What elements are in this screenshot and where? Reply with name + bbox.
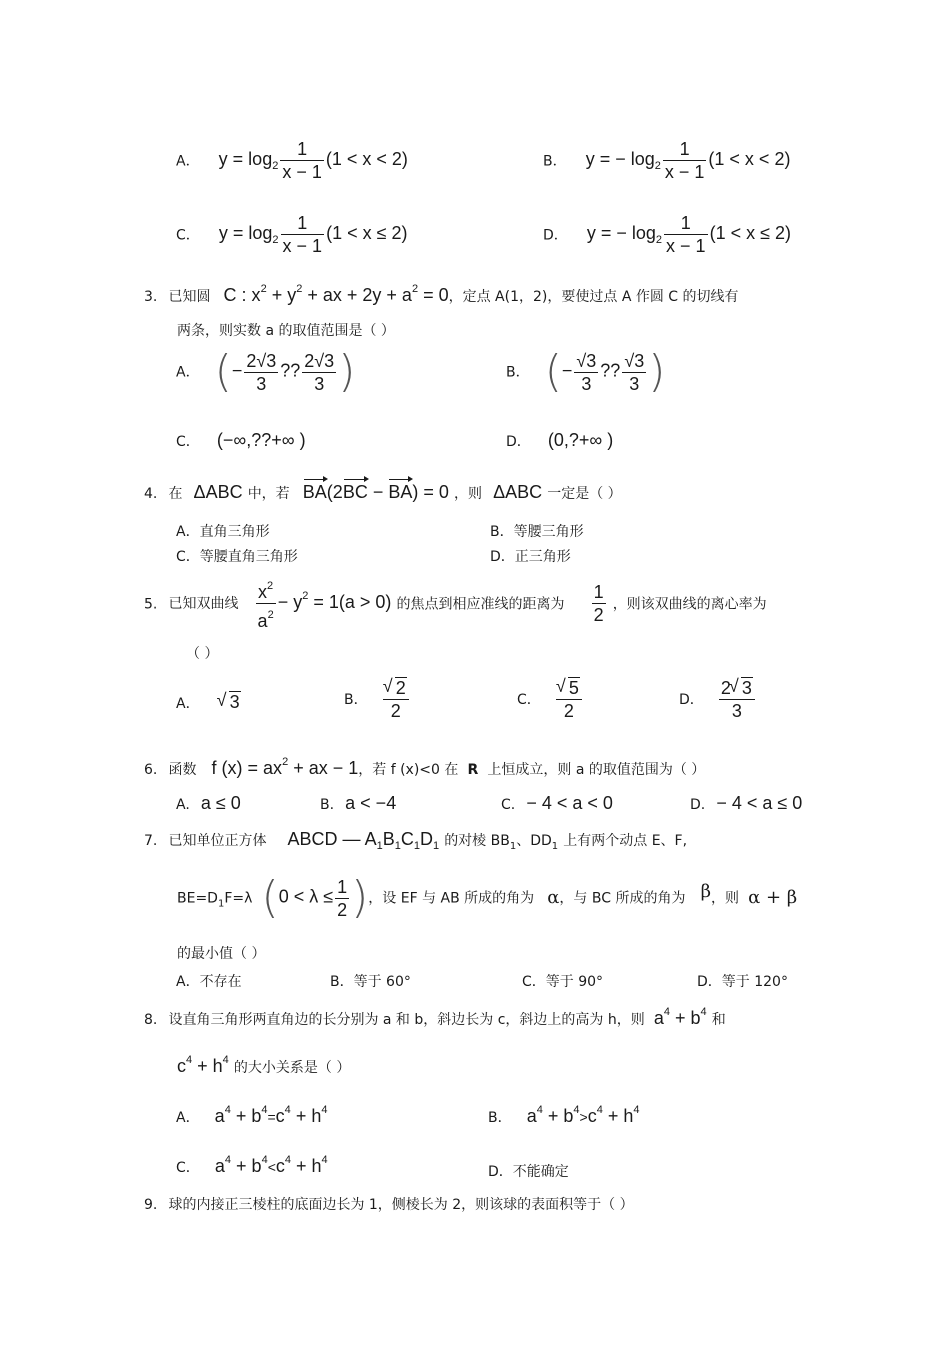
q4-option-c: C．等腰直角三角形 <box>176 549 298 565</box>
log-base: 2 <box>272 234 279 247</box>
radicand: 5 <box>568 678 579 698</box>
option-label: D. <box>690 797 706 813</box>
q2-option-a <box>176 139 408 182</box>
q5-option-b <box>344 678 411 721</box>
radicand: 3 <box>229 692 240 712</box>
option-label: C． <box>176 1160 200 1176</box>
coefficient: 2 <box>720 678 731 698</box>
option-label: B． <box>488 1110 512 1126</box>
stem-text: 和 <box>711 1012 726 1028</box>
subscript: 1 <box>432 840 440 852</box>
circle-equation <box>224 285 449 305</box>
option-label: B． <box>543 153 567 170</box>
numerator <box>719 678 755 700</box>
var-b: + b <box>235 1106 262 1126</box>
vector-ba: BA <box>302 482 327 502</box>
log-base: 2 <box>654 160 661 173</box>
stem-text: ，则 <box>710 890 739 907</box>
exponent: 4 <box>284 1104 291 1116</box>
q6-option-c <box>501 793 613 814</box>
eq-part: + y <box>271 285 297 305</box>
cube-part: ABCD — A <box>287 829 377 849</box>
stem-text: ，则该双曲线的离心率为 <box>612 596 767 613</box>
var-h: + h <box>607 1106 634 1126</box>
var-b: + b <box>547 1106 574 1126</box>
real-set: R <box>467 762 479 778</box>
q3-option-c <box>176 430 306 451</box>
q7-option-a: A．不存在 <box>176 974 242 990</box>
left-paren: ( <box>544 346 562 397</box>
option-label: B. <box>320 797 335 813</box>
denominator: 2 <box>337 899 348 920</box>
log-base: 2 <box>655 234 663 247</box>
var-a: a <box>257 611 268 631</box>
q2-option-b <box>543 139 790 182</box>
denominator <box>256 604 276 631</box>
exponent: 4 <box>700 1006 707 1018</box>
inequality: − 4 < a < 0 <box>526 793 613 813</box>
exponent: 4 <box>663 1006 670 1018</box>
denominator: x − 1 <box>666 236 706 256</box>
q7-stem-line1 <box>144 829 687 852</box>
q7-stem-line2 <box>177 872 798 923</box>
q7-option-c: C．等于 90° <box>522 974 604 990</box>
vector-ba: BA <box>388 482 413 502</box>
exponent: 2 <box>282 756 289 768</box>
power-sum <box>177 1056 229 1076</box>
stem-text: 在 <box>168 486 183 502</box>
denominator: 2 <box>390 701 401 721</box>
relation <box>215 1156 328 1176</box>
stem-text: 、DD <box>516 833 552 849</box>
q6-option-a <box>176 793 241 814</box>
var-b: + b <box>236 1156 262 1176</box>
numerator <box>556 678 582 700</box>
stem-text: 的对棱 BB <box>444 833 510 849</box>
relation <box>215 1106 328 1126</box>
exponent: 2 <box>302 590 309 603</box>
power-sum <box>654 1008 707 1028</box>
stem-text: 已知单位正方体 <box>168 833 267 849</box>
vector-equation <box>303 482 449 502</box>
subscript: 1 <box>394 840 401 852</box>
garbled-separator: ?? <box>600 360 621 381</box>
fraction <box>663 139 707 182</box>
stem-text: 上恒成立，则 a 的取值范围为（ ） <box>487 762 706 778</box>
exponent: 4 <box>321 1154 328 1166</box>
q2-option-c <box>176 213 407 256</box>
denominator: 3 <box>629 373 640 394</box>
var-a: a <box>214 1106 225 1126</box>
option-label: A. <box>176 797 190 813</box>
fraction <box>592 582 606 625</box>
denominator: x − 1 <box>282 236 323 256</box>
stem-text: ，则 <box>453 486 482 502</box>
q4-option-d: D．正三角形 <box>490 549 571 565</box>
exponent: 4 <box>321 1104 328 1116</box>
numerator: 1 <box>664 213 708 235</box>
hyperbola-equation <box>254 580 392 631</box>
exponent: 4 <box>261 1154 268 1166</box>
exponent: 4 <box>596 1104 603 1116</box>
fraction <box>719 678 755 721</box>
math-expression <box>218 213 408 256</box>
exponent: 4 <box>633 1104 640 1116</box>
q9-stem <box>144 1194 634 1214</box>
numerator: 2√3 <box>246 350 277 371</box>
numerator: 1 <box>280 139 324 161</box>
minus-sign: − <box>231 360 243 381</box>
option-label: B． <box>506 364 530 381</box>
stem-text: 一定是（ ） <box>547 486 622 502</box>
numerator <box>256 576 276 604</box>
exponent: 4 <box>224 1154 232 1166</box>
sqrt-expression <box>731 678 753 698</box>
stem-text: 已知圆 <box>168 289 211 305</box>
radicand: 2 <box>395 678 406 698</box>
triangle-name: ΔABC <box>193 482 243 502</box>
eq-part: − y <box>277 592 303 613</box>
fraction <box>622 351 646 394</box>
q4-option-a: A．直角三角形 <box>176 524 270 540</box>
var-c: c <box>177 1056 186 1076</box>
q5-answer-paren: （ ） <box>186 646 219 662</box>
expr-part: f (x) = ax <box>211 758 283 778</box>
var-c: c <box>587 1106 597 1126</box>
stem-text: 球的内接正三棱柱的底面边长为 1，侧棱长为 2，则该球的表面积等于（ ） <box>168 1197 634 1213</box>
option-label: C. <box>501 797 516 813</box>
option-label: A． <box>176 1110 200 1126</box>
exponent: 4 <box>573 1104 580 1116</box>
q5-option-c <box>517 678 584 721</box>
option-label: B． <box>344 692 368 708</box>
expr-prefix: y = log <box>218 223 273 244</box>
var-c: c <box>275 1106 285 1126</box>
option-label: C． <box>517 692 541 708</box>
denominator: x − 1 <box>282 162 322 182</box>
sqrt-expression <box>558 678 580 698</box>
stem-text: ，与 BC 所成的角为 <box>559 890 686 907</box>
exponent: 4 <box>536 1104 543 1116</box>
var-x: x <box>258 582 268 602</box>
log-base: 2 <box>272 160 279 173</box>
expr-prefix: y = − log <box>586 223 656 244</box>
stem-text: 的大小关系是（ ） <box>233 1060 351 1076</box>
var-a: a <box>526 1106 537 1126</box>
numerator: 2√3 <box>304 350 335 371</box>
function-expression <box>212 758 359 778</box>
vector-bc: BC <box>342 482 368 502</box>
beta-symbol: β <box>700 880 711 902</box>
cube-part: D <box>419 829 433 849</box>
exponent: 4 <box>222 1054 229 1066</box>
denominator: 3 <box>581 373 592 394</box>
math-expression <box>586 213 791 256</box>
cube-part: B <box>382 829 395 849</box>
fraction <box>574 351 598 394</box>
stem-text: ，若 f (x)<0 在 <box>358 762 459 778</box>
stem-text: ，设 EF 与 AB 所成的角为 <box>368 890 535 907</box>
option-label: A． <box>176 153 200 170</box>
question-number: 7. <box>144 833 158 849</box>
fraction <box>281 213 325 256</box>
denominator: x − 1 <box>664 162 705 182</box>
q6-stem <box>144 756 705 779</box>
var-b: + b <box>675 1008 701 1028</box>
q7-stem-line3: 的最小值（ ） <box>177 946 266 962</box>
cube-part: C <box>400 829 414 849</box>
exponent: 2 <box>267 580 274 592</box>
fraction <box>664 213 708 256</box>
stem-text: 设直角三角形两直角边的长分别为 a 和 b，斜边长为 c，斜边上的高为 h，则 <box>168 1012 645 1028</box>
question-number: 8. <box>144 1012 158 1028</box>
var-h: + h <box>197 1056 223 1076</box>
exponent: 4 <box>224 1104 231 1116</box>
interval: (0,?+∞ ) <box>547 430 614 450</box>
inequality: − 4 < a ≤ 0 <box>716 793 803 813</box>
numerator: 1 <box>593 582 604 603</box>
exponent: 2 <box>267 609 274 621</box>
domain: (1 < x ≤ 2) <box>709 223 791 244</box>
subscript: 1 <box>551 841 559 852</box>
q6-option-d <box>690 793 802 814</box>
denominator: 3 <box>256 373 267 394</box>
right-paren: ) <box>338 346 356 397</box>
cube-name <box>287 829 440 852</box>
radicand: 3 <box>741 678 752 698</box>
angle-sum: α + β <box>748 886 798 908</box>
question-number: 6. <box>144 762 158 778</box>
q3-option-a <box>176 346 356 397</box>
q5-stem <box>144 576 767 631</box>
q2-option-d <box>543 213 791 256</box>
math-expression <box>585 139 791 182</box>
q7-option-d: D．等于 120° <box>697 974 788 990</box>
fraction <box>244 351 278 394</box>
eq-part: (2 <box>326 482 343 502</box>
stem-text: 函数 <box>168 762 197 778</box>
stem-text: F=λ <box>224 890 253 907</box>
exponent: 2 <box>411 283 419 295</box>
question-number: 5. <box>144 596 158 613</box>
domain: (1 < x < 2) <box>325 149 408 170</box>
exponent: 2 <box>296 283 303 295</box>
q5-option-d <box>679 678 757 721</box>
relation-sign: > <box>579 1109 588 1125</box>
exponent: 4 <box>261 1104 268 1116</box>
q3-stem-line2: 两条，则实数 a 的取值范围是（ ） <box>177 323 395 339</box>
domain: (1 < x ≤ 2) <box>326 223 408 244</box>
q4-option-b: B．等腰三角形 <box>490 524 584 540</box>
q3-option-d <box>506 430 613 451</box>
question-number: 4. <box>144 486 158 502</box>
numerator: √3 <box>624 350 645 371</box>
subscript: 1 <box>413 840 420 852</box>
expr-part: + ax − 1 <box>293 758 359 778</box>
option-label: A． <box>176 364 200 381</box>
stem-text: 的焦点到相应准线的距离为 <box>396 596 565 613</box>
expr-prefix: y = − log <box>585 149 655 170</box>
stem-text: 已知双曲线 <box>168 596 239 613</box>
stem-text: ，定点 A(1，2)，要使过点 A 作圆 C 的切线有 <box>448 289 739 305</box>
q8-stem-line1 <box>144 1006 726 1029</box>
inequality: a < −4 <box>345 793 397 813</box>
subscript: 1 <box>217 898 225 910</box>
right-paren: ) <box>351 872 369 923</box>
numerator: 1 <box>337 876 348 897</box>
eq-part: + ax + 2y + a <box>307 285 412 305</box>
numerator <box>383 678 409 700</box>
condition: 0 < λ ≤ <box>278 886 334 907</box>
q8-option-d: D．不能确定 <box>488 1164 569 1180</box>
option-label: A． <box>176 696 200 712</box>
fraction <box>335 877 349 920</box>
garbled-separator: ?? <box>280 360 301 381</box>
fraction <box>256 576 276 631</box>
sqrt-expression <box>219 692 241 713</box>
fraction <box>556 678 582 721</box>
option-label: D． <box>679 692 704 708</box>
eq-part: C : x <box>223 285 261 305</box>
fraction <box>280 139 324 182</box>
q8-stem-line2 <box>177 1054 350 1077</box>
stem-text: 上有两个动点 E、F, <box>563 833 688 849</box>
interval: (−∞,??+∞ ) <box>216 430 306 450</box>
fraction <box>302 351 336 394</box>
option-label: C． <box>176 434 200 450</box>
question-number: 9. <box>144 1197 158 1213</box>
denominator: 2 <box>593 605 604 626</box>
eq-part: = 0 <box>423 285 449 305</box>
exponent: 2 <box>260 283 267 295</box>
eq-part: ) = 0 <box>412 482 449 502</box>
var-h: + h <box>296 1156 322 1176</box>
var-a: a <box>214 1156 225 1176</box>
q3-option-b <box>506 346 666 397</box>
var-a: a <box>653 1008 664 1028</box>
domain: (1 < x < 2) <box>708 149 791 170</box>
subscript: 1 <box>376 840 383 852</box>
denominator: 3 <box>731 701 742 721</box>
numerator: 1 <box>663 139 707 161</box>
numerator: √3 <box>576 350 597 371</box>
math-expression <box>218 139 408 182</box>
relation <box>527 1106 640 1126</box>
stem-text: 中，若 <box>247 486 290 502</box>
option-label: C． <box>176 227 200 244</box>
right-paren: ) <box>648 346 666 397</box>
option-label: D． <box>543 227 568 244</box>
numerator: 1 <box>281 213 325 235</box>
eq-part: = 1(a > 0) <box>313 592 392 613</box>
eq-part: − <box>367 482 389 502</box>
alpha-symbol: α <box>547 886 560 908</box>
var-h: + h <box>295 1106 322 1126</box>
expr-prefix: y = log <box>218 149 273 170</box>
q6-option-b <box>320 793 396 814</box>
exponent: 4 <box>284 1154 291 1166</box>
q4-stem <box>144 482 622 503</box>
var-c: c <box>275 1156 285 1176</box>
exponent: 4 <box>186 1054 193 1066</box>
denominator: 3 <box>314 373 325 394</box>
relation-sign: < <box>267 1159 276 1175</box>
sqrt-expression <box>385 678 407 698</box>
q3-stem-line1 <box>144 283 739 306</box>
subscript: 1 <box>509 841 517 852</box>
left-paren: ( <box>261 872 279 923</box>
minus-sign: − <box>561 360 573 381</box>
stem-text: BE=D <box>177 890 218 907</box>
q8-option-c <box>176 1154 328 1177</box>
inequality: a ≤ 0 <box>200 793 241 813</box>
triangle-name: ΔABC <box>493 482 543 502</box>
left-paren: ( <box>214 346 232 397</box>
denominator: 2 <box>563 701 574 721</box>
fraction <box>383 678 409 721</box>
q8-option-b <box>488 1104 640 1127</box>
question-number: 3. <box>144 289 158 305</box>
q8-option-a <box>176 1104 327 1127</box>
relation-sign: = <box>267 1109 276 1125</box>
q5-option-a <box>176 692 241 713</box>
option-label: D． <box>506 434 531 450</box>
q7-option-b: B．等于 60° <box>330 974 411 990</box>
